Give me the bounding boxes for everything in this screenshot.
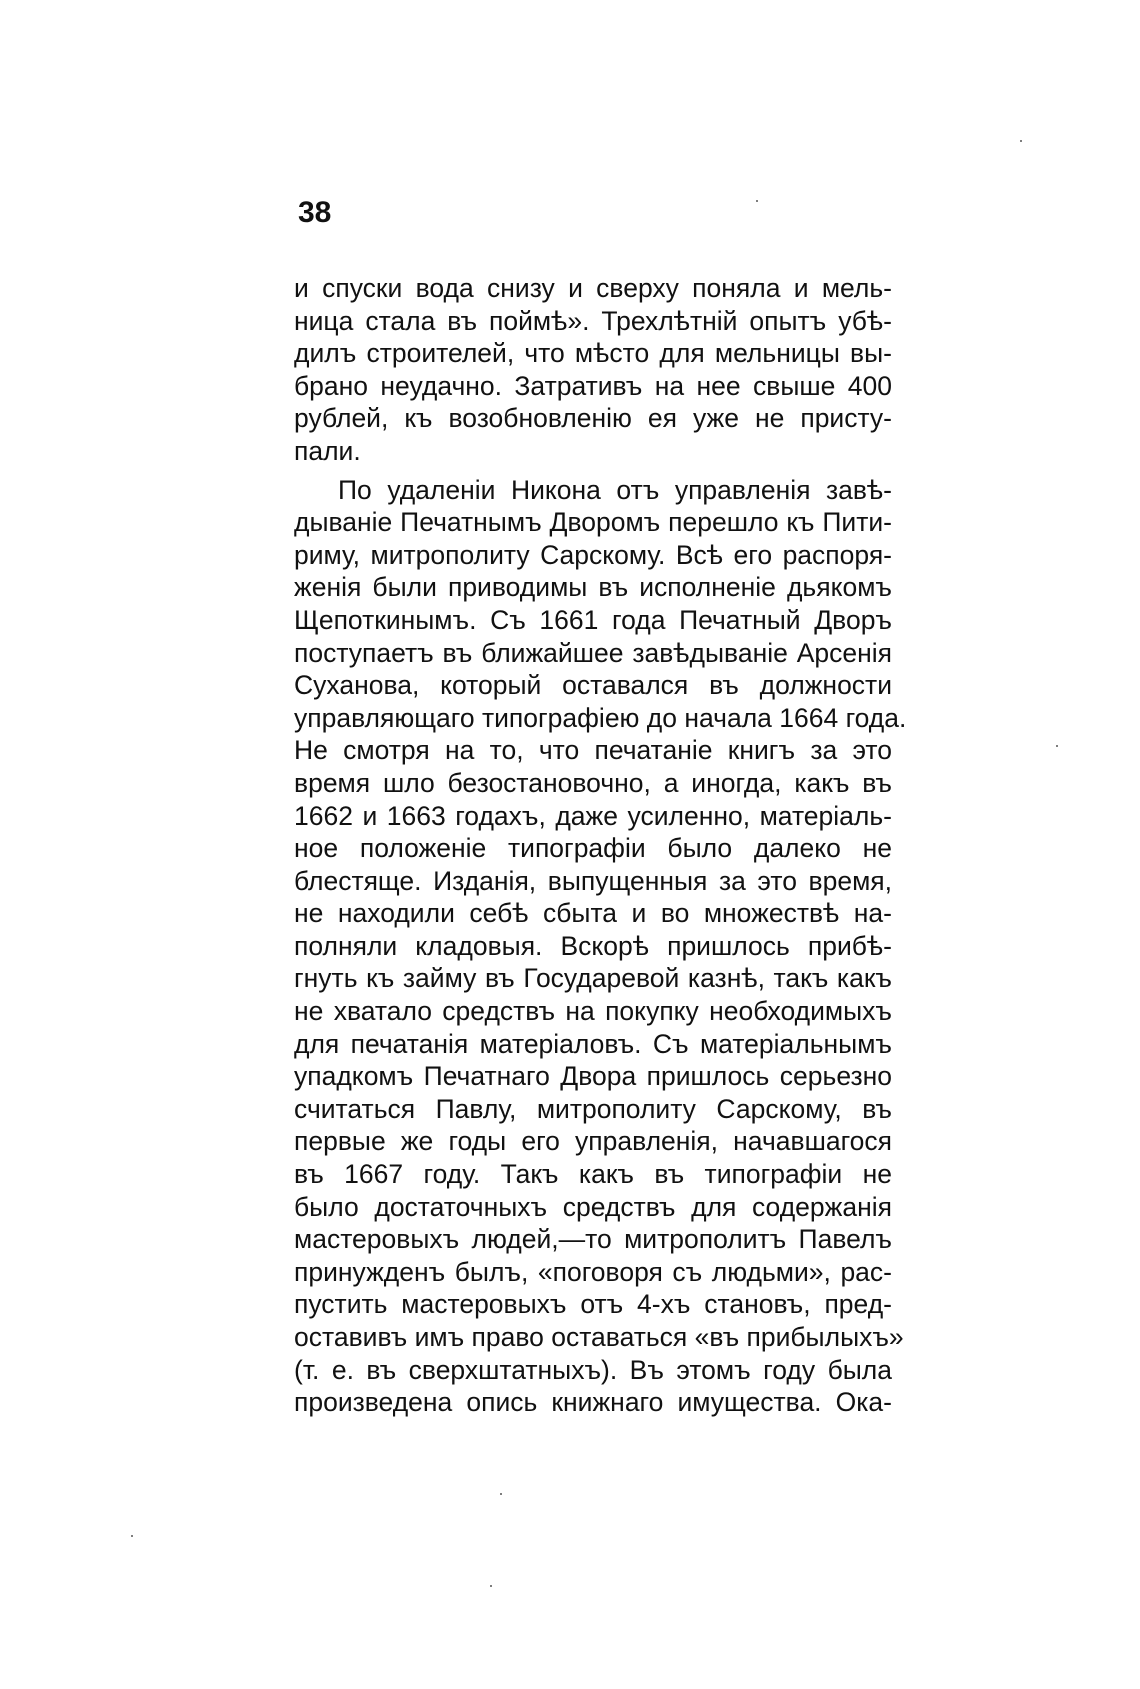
text-line: считаться Павлу, митрополиту Сарскому, въ (294, 1093, 892, 1124)
text-line: Суханова, который оставался въ должности (294, 670, 892, 701)
text-line: (т. е. въ сверхштатныхъ). Въ этомъ году была (294, 1354, 892, 1385)
page-number: 38 (298, 196, 332, 229)
text-line: время шло безостановочно, а иногда, какъ въ (294, 767, 892, 798)
text-line: пустить мастеровыхъ отъ 4-хъ становъ, пред- (294, 1289, 892, 1320)
text-line: Не смотря на то, что печатаніе книгъ за это (294, 735, 892, 766)
text-line: полняли кладовыя. Вскорѣ пришлось прибѣ- (294, 930, 892, 961)
text-line: оставивъ имъ право оставаться «въ прибылыхъ» (294, 1322, 904, 1352)
text-line: въ 1667 году. Такъ какъ въ типографіи не (294, 1159, 892, 1190)
text-line: и спуски вода снизу и сверху поняла и мель- (294, 273, 892, 303)
paragraph-2 (294, 474, 907, 1419)
body-text (294, 272, 907, 1419)
text-line: поступаетъ въ ближайшее завѣдываніе Арсенія (294, 637, 892, 668)
text-line: риму, митрополиту Сарскому. Всѣ его распоря- (294, 539, 892, 570)
text-line: рублей, къ возобновленію ея уже не присту- (294, 403, 892, 434)
scan-speck (1056, 745, 1058, 747)
scan-speck (490, 1585, 492, 1587)
scan-speck (131, 1535, 133, 1537)
text-line: дываніе Печатнымъ Дворомъ перешло къ Пити- (294, 507, 892, 538)
text-line: ное положеніе типографіи было далеко не (294, 833, 892, 864)
text-line: мастеровыхъ людей,—то митрополитъ Павелъ (294, 1224, 892, 1255)
text-line: первые же годы его управленія, начавшагося (294, 1126, 892, 1157)
text-line: упадкомъ Печатнаго Двора пришлось серьезно (294, 1061, 892, 1092)
text-line: Щепоткинымъ. Съ 1661 года Печатный Дворъ (294, 604, 892, 635)
text-line: для печатанія матеріаловъ. Съ матеріальнымъ (294, 1028, 892, 1059)
text-line: было достаточныхъ средствъ для содержанія (294, 1191, 892, 1222)
text-line: 1662 и 1663 годахъ, даже усиленно, матеріаль- (294, 800, 892, 831)
text-line: не хватало средствъ на покупку необходимыхъ (294, 996, 892, 1027)
paragraph-1 (294, 272, 892, 468)
text-line: блестяще. Изданія, выпущенныя за это время, (294, 865, 892, 896)
text-line: женія были приводимы въ исполненіе дьякомъ (294, 572, 892, 603)
text-line: не находили себѣ сбыта и во множествѣ на- (294, 898, 892, 929)
text-line: брано неудачно. Затративъ на нее свыше 400 (294, 370, 892, 401)
text-line: гнуть къ займу въ Государевой казнѣ, такъ какъ (294, 963, 892, 994)
text-line: произведена опись книжнаго имущества. Ока- (294, 1387, 892, 1418)
scan-speck (500, 1493, 502, 1495)
text-line: дилъ строителей, что мѣсто для мельницы вы- (294, 338, 892, 369)
text-line: пали. (294, 435, 361, 466)
scan-speck (756, 200, 758, 202)
text-line: принужденъ былъ, «поговоря съ людьми», рас- (294, 1256, 892, 1287)
text-line: По удаленіи Никона отъ управленія завѣ- (338, 474, 892, 505)
scan-speck (1020, 140, 1022, 142)
text-line: управляющаго типографіею до начала 1664 года. (294, 702, 907, 733)
text-line: ница стала въ поймѣ». Трехлѣтній опытъ убѣ- (294, 305, 892, 336)
